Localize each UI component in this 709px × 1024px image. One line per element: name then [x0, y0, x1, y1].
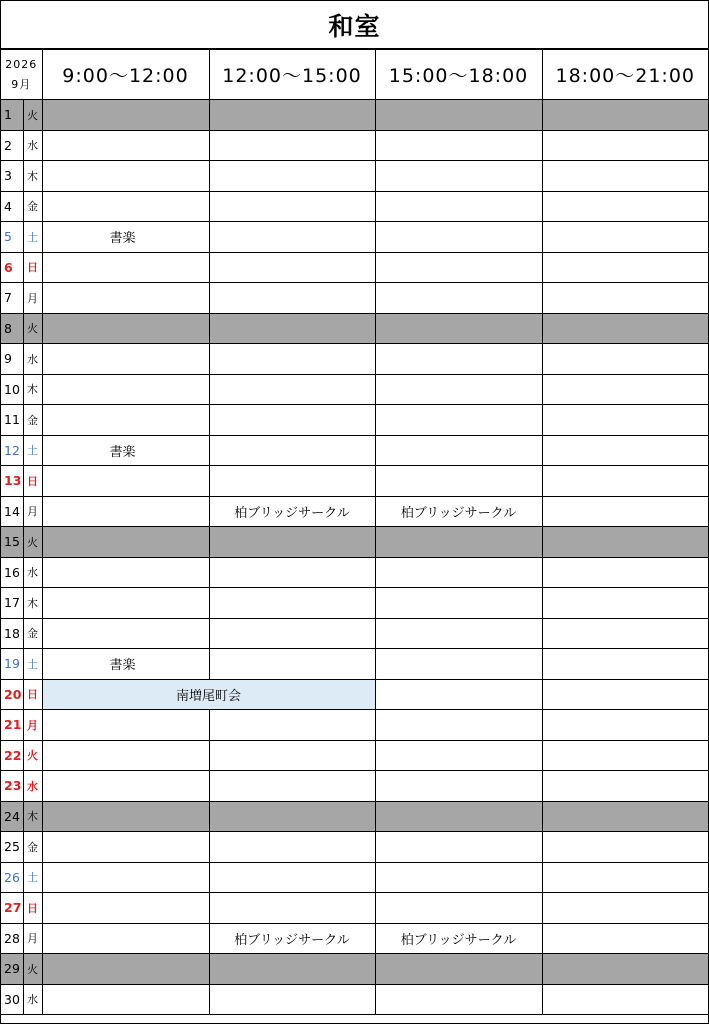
slot-cell[interactable]: [375, 222, 542, 253]
weekday-cell: 金: [23, 405, 42, 436]
header-row: [1, 50, 708, 100]
slot-cell[interactable]: [542, 435, 708, 466]
weekday-cell: 木: [23, 588, 42, 619]
day-cell: 3: [1, 161, 23, 192]
day-cell: 21: [1, 710, 23, 741]
slot-cell[interactable]: [542, 679, 708, 710]
slot-cell[interactable]: [209, 557, 375, 588]
day-cell: 25: [1, 832, 23, 863]
slot-cell[interactable]: [542, 954, 708, 985]
slot-cell[interactable]: [42, 832, 209, 863]
slot-cell[interactable]: [42, 923, 209, 954]
slot-cell[interactable]: [375, 679, 542, 710]
slot-cell[interactable]: [542, 710, 708, 741]
table-row: [1, 740, 708, 771]
page-title: 和室: [1, 1, 708, 50]
slot-cell[interactable]: [375, 862, 542, 893]
slot-cell[interactable]: [542, 283, 708, 314]
slot-cell[interactable]: [375, 618, 542, 649]
slot-cell[interactable]: [542, 405, 708, 436]
slot-cell[interactable]: 柏ブリッジサークル: [209, 923, 375, 954]
slot-cell[interactable]: [42, 984, 209, 1015]
day-cell: 6: [1, 252, 23, 283]
weekday-cell: 火: [23, 100, 42, 131]
table-row: [1, 374, 708, 405]
slot-header-1: 9:00～12:00: [42, 50, 209, 100]
slot-cell[interactable]: [209, 374, 375, 405]
slot-cell[interactable]: [42, 588, 209, 619]
day-cell: 28: [1, 923, 23, 954]
weekday-cell: 火: [23, 954, 42, 985]
slot-cell[interactable]: [209, 252, 375, 283]
weekday-cell: 火: [23, 527, 42, 558]
table-row: [1, 649, 708, 680]
day-cell: 17: [1, 588, 23, 619]
slot-cell[interactable]: [209, 862, 375, 893]
slot-cell[interactable]: [542, 618, 708, 649]
slot-cell[interactable]: [542, 130, 708, 161]
table-row: [1, 771, 708, 802]
slot-cell[interactable]: [375, 100, 542, 131]
table-row: [1, 252, 708, 283]
slot-cell[interactable]: [42, 527, 209, 558]
slot-cell[interactable]: [209, 710, 375, 741]
slot-cell[interactable]: [42, 130, 209, 161]
weekday-cell: 水: [23, 557, 42, 588]
day-cell: 2: [1, 130, 23, 161]
slot-cell[interactable]: [542, 191, 708, 222]
table-row: [1, 527, 708, 558]
year-label: 2026: [5, 57, 38, 71]
slot-cell[interactable]: [42, 283, 209, 314]
slot-cell[interactable]: [375, 405, 542, 436]
slot-header-4: 18:00～21:00: [542, 50, 708, 100]
slot-cell[interactable]: [542, 496, 708, 527]
slot-cell[interactable]: [42, 496, 209, 527]
slot-cell[interactable]: [375, 801, 542, 832]
day-cell: 7: [1, 283, 23, 314]
slot-cell[interactable]: [209, 954, 375, 985]
slot-cell[interactable]: [542, 832, 708, 863]
slot-cell[interactable]: [42, 710, 209, 741]
day-cell: 1: [1, 100, 23, 131]
day-cell: 9: [1, 344, 23, 375]
table-row: [1, 496, 708, 527]
day-cell: 11: [1, 405, 23, 436]
slot-cell[interactable]: [375, 893, 542, 924]
weekday-cell: 日: [23, 466, 42, 497]
table-row: [1, 954, 708, 985]
slot-cell[interactable]: [42, 466, 209, 497]
table-row: [1, 984, 708, 1015]
weekday-cell: 日: [23, 252, 42, 283]
slot-cell[interactable]: [209, 649, 375, 680]
slot-cell[interactable]: [375, 557, 542, 588]
slot-cell[interactable]: [542, 893, 708, 924]
weekday-cell: 水: [23, 984, 42, 1015]
slot-cell[interactable]: [375, 283, 542, 314]
day-cell: 5: [1, 222, 23, 253]
slot-cell[interactable]: [542, 649, 708, 680]
table-row: [1, 618, 708, 649]
slot-cell[interactable]: [42, 771, 209, 802]
day-cell: 15: [1, 527, 23, 558]
slot-cell[interactable]: [542, 527, 708, 558]
weekday-cell: 木: [23, 374, 42, 405]
table-row: [1, 191, 708, 222]
slot-cell[interactable]: [542, 588, 708, 619]
slot-cell[interactable]: [542, 161, 708, 192]
slot-cell[interactable]: [375, 435, 542, 466]
slot-cell[interactable]: 書楽: [42, 435, 209, 466]
slot-cell[interactable]: [209, 984, 375, 1015]
slot-cell[interactable]: [42, 557, 209, 588]
slot-cell[interactable]: [542, 801, 708, 832]
slot-cell[interactable]: [542, 374, 708, 405]
table-row: [1, 588, 708, 619]
day-cell: 18: [1, 618, 23, 649]
year-month-cell: [1, 50, 42, 100]
slot-cell[interactable]: [42, 313, 209, 344]
slot-cell[interactable]: [542, 771, 708, 802]
day-cell: 8: [1, 313, 23, 344]
weekday-cell: 金: [23, 191, 42, 222]
weekday-cell: 水: [23, 771, 42, 802]
day-cell: 26: [1, 862, 23, 893]
weekday-cell: 月: [23, 923, 42, 954]
slot-cell[interactable]: [375, 649, 542, 680]
table-row: [1, 344, 708, 375]
slot-cell[interactable]: [42, 161, 209, 192]
day-cell: 12: [1, 435, 23, 466]
slot-header-2: 12:00～15:00: [209, 50, 375, 100]
slot-cell[interactable]: [209, 588, 375, 619]
weekday-cell: 水: [23, 344, 42, 375]
slot-cell[interactable]: 書楽: [42, 649, 209, 680]
weekday-cell: 土: [23, 649, 42, 680]
day-cell: 20: [1, 679, 23, 710]
slot-cell[interactable]: [209, 405, 375, 436]
table-row: [1, 923, 708, 954]
slot-cell[interactable]: [42, 801, 209, 832]
slot-cell[interactable]: [542, 313, 708, 344]
slot-cell[interactable]: [42, 191, 209, 222]
weekday-cell: 火: [23, 740, 42, 771]
slot-cell[interactable]: [209, 100, 375, 131]
slot-cell[interactable]: [542, 252, 708, 283]
slot-cell[interactable]: [42, 344, 209, 375]
table-row: [1, 313, 708, 344]
slot-cell[interactable]: [542, 222, 708, 253]
table-row: [1, 405, 708, 436]
table-row: [1, 466, 708, 497]
weekday-cell: 土: [23, 862, 42, 893]
booking-event[interactable]: 南増尾町会: [42, 679, 375, 710]
slot-cell[interactable]: [542, 344, 708, 375]
weekday-cell: 月: [23, 283, 42, 314]
weekday-cell: 木: [23, 801, 42, 832]
slot-cell[interactable]: [542, 466, 708, 497]
slot-header-3: 15:00～18:00: [375, 50, 542, 100]
weekday-cell: 月: [23, 496, 42, 527]
slot-cell[interactable]: [375, 771, 542, 802]
weekday-cell: 月: [23, 710, 42, 741]
slot-cell[interactable]: [375, 984, 542, 1015]
slot-cell[interactable]: [375, 710, 542, 741]
slot-cell[interactable]: [375, 252, 542, 283]
weekday-cell: 日: [23, 679, 42, 710]
slot-cell[interactable]: [375, 832, 542, 863]
slot-cell[interactable]: [375, 740, 542, 771]
slot-cell[interactable]: [42, 954, 209, 985]
weekday-cell: 金: [23, 618, 42, 649]
slot-cell[interactable]: [375, 344, 542, 375]
slot-cell[interactable]: [209, 618, 375, 649]
slot-cell[interactable]: [375, 954, 542, 985]
slot-cell[interactable]: [209, 344, 375, 375]
weekday-cell: 金: [23, 832, 42, 863]
day-cell: 13: [1, 466, 23, 497]
table-row: [1, 832, 708, 863]
slot-cell[interactable]: [209, 801, 375, 832]
table-row: [1, 557, 708, 588]
slot-cell[interactable]: 柏ブリッジサークル: [375, 923, 542, 954]
table-row: [1, 679, 708, 710]
month-label: 9月: [11, 77, 32, 91]
weekday-cell: 木: [23, 161, 42, 192]
table-row: [1, 893, 708, 924]
slot-cell[interactable]: [42, 618, 209, 649]
table-row: [1, 100, 708, 131]
day-cell: 30: [1, 984, 23, 1015]
slot-cell[interactable]: [209, 283, 375, 314]
slot-cell[interactable]: [542, 100, 708, 131]
slot-cell[interactable]: [42, 740, 209, 771]
slot-cell[interactable]: [209, 893, 375, 924]
table-row: [1, 862, 708, 893]
day-cell: 4: [1, 191, 23, 222]
weekday-cell: 火: [23, 313, 42, 344]
slot-cell[interactable]: [542, 740, 708, 771]
slot-cell[interactable]: [209, 435, 375, 466]
table-row: [1, 283, 708, 314]
weekday-cell: 日: [23, 893, 42, 924]
weekday-cell: 土: [23, 222, 42, 253]
slot-cell[interactable]: [375, 466, 542, 497]
slot-cell[interactable]: [542, 923, 708, 954]
slot-cell[interactable]: [209, 527, 375, 558]
slot-cell[interactable]: [42, 893, 209, 924]
weekday-cell: 土: [23, 435, 42, 466]
table-row: [1, 710, 708, 741]
table-row: [1, 222, 708, 253]
slot-cell[interactable]: [209, 466, 375, 497]
slot-cell[interactable]: [209, 130, 375, 161]
slot-cell[interactable]: 柏ブリッジサークル: [209, 496, 375, 527]
day-cell: 22: [1, 740, 23, 771]
slot-cell[interactable]: [209, 222, 375, 253]
slot-cell[interactable]: [542, 984, 708, 1015]
slot-cell[interactable]: [42, 374, 209, 405]
slot-cell[interactable]: [42, 252, 209, 283]
slot-cell[interactable]: [375, 313, 542, 344]
slot-cell[interactable]: [209, 740, 375, 771]
slot-cell[interactable]: [42, 862, 209, 893]
slot-cell[interactable]: [542, 862, 708, 893]
slot-cell[interactable]: [209, 313, 375, 344]
slot-cell[interactable]: [209, 161, 375, 192]
slot-cell[interactable]: [375, 374, 542, 405]
slot-cell[interactable]: [375, 588, 542, 619]
day-cell: 29: [1, 954, 23, 985]
schedule-table: [1, 50, 708, 1015]
table-row: [1, 130, 708, 161]
slot-cell[interactable]: [209, 191, 375, 222]
slot-cell[interactable]: 書楽: [42, 222, 209, 253]
day-cell: 23: [1, 771, 23, 802]
table-row: [1, 801, 708, 832]
day-cell: 10: [1, 374, 23, 405]
slot-cell[interactable]: [375, 191, 542, 222]
day-cell: 27: [1, 893, 23, 924]
day-cell: 24: [1, 801, 23, 832]
day-cell: 19: [1, 649, 23, 680]
slot-cell[interactable]: [375, 527, 542, 558]
slot-cell[interactable]: [42, 100, 209, 131]
slot-cell[interactable]: [209, 771, 375, 802]
slot-cell[interactable]: [542, 557, 708, 588]
slot-cell[interactable]: 柏ブリッジサークル: [375, 496, 542, 527]
day-cell: 14: [1, 496, 23, 527]
slot-cell[interactable]: [42, 405, 209, 436]
slot-cell[interactable]: [209, 832, 375, 863]
slot-cell[interactable]: [375, 130, 542, 161]
slot-cell[interactable]: [375, 161, 542, 192]
table-row: [1, 435, 708, 466]
day-cell: 16: [1, 557, 23, 588]
table-row: [1, 161, 708, 192]
weekday-cell: 水: [23, 130, 42, 161]
